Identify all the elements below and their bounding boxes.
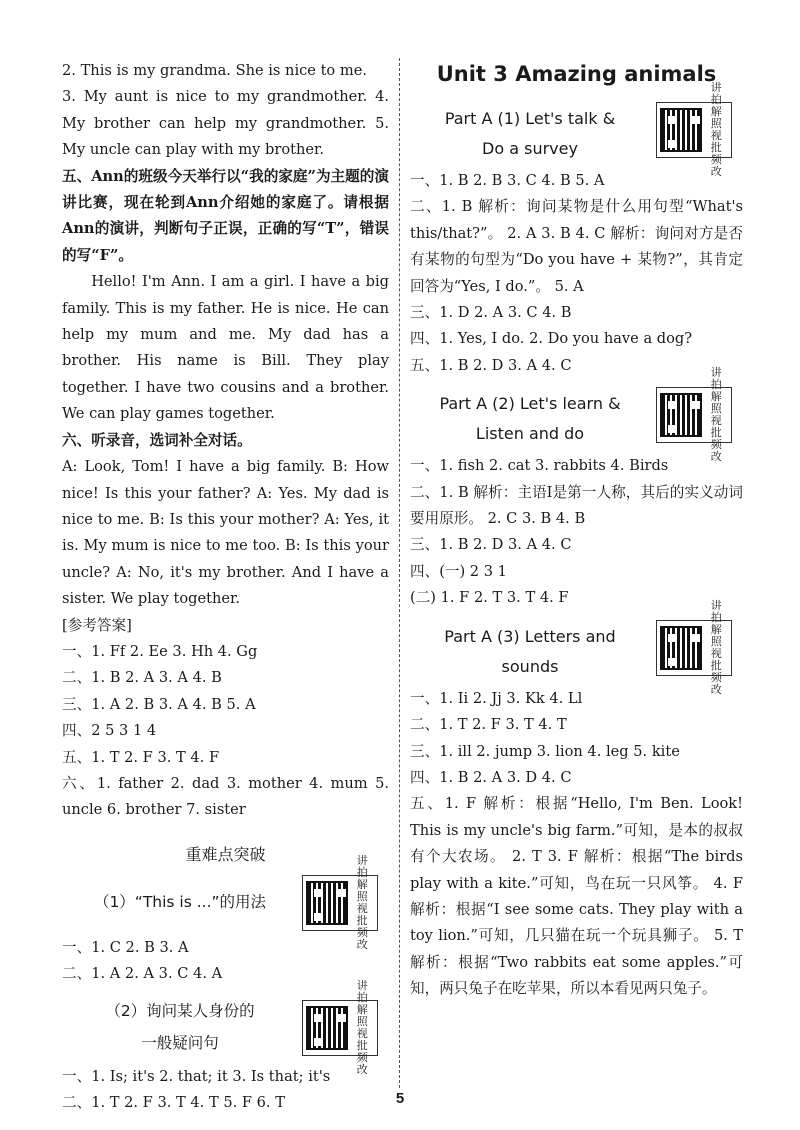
answer-line: 一、1. fish 2. cat 3. rabbits 4. Birds	[410, 457, 669, 475]
qr-pattern-icon	[660, 393, 702, 437]
answer-line: (二) 1. F 2. T 3. T 4. F	[410, 589, 569, 607]
qr-pattern-icon	[660, 626, 702, 670]
subsection-1-title: （1）“This is ...”的用法	[93, 892, 267, 911]
qr-code-icon	[656, 598, 732, 696]
unit-title: Unit 3 Amazing animals	[436, 62, 717, 86]
answer-line: 三、1. A 2. B 3. A 4. B 5. A	[62, 695, 256, 713]
answer-line: 五、1. T 2. F 3. T 4. F	[62, 748, 220, 766]
qr-label: 讲拍解照视批频改	[356, 978, 369, 1076]
qr-label: 讲拍解照视批频改	[356, 853, 369, 951]
answer-line: 一、1. Is; it's 2. that; it 3. Is that; it's	[62, 1067, 331, 1085]
part-a3-title-line1: Part A (3) Letters and	[444, 626, 616, 646]
answer-line: 二、1. A 2. A 3. C 4. A	[62, 965, 223, 983]
answer-line: 二、1. T 2. F 3. T 4. T	[410, 716, 567, 734]
answer-line: 一、1. Ii 2. Jj 3. Kk 4. Ll	[410, 689, 583, 707]
answer-line: 三、1. D 2. A 3. C 4. B	[410, 304, 572, 322]
answer-line: 四、(一) 2 3 1	[410, 562, 507, 580]
qr-code-icon	[656, 366, 732, 464]
answer-line: 四、2 5 3 1 4	[62, 722, 157, 740]
part-a2-title-line2: Listen and do	[475, 424, 585, 444]
part-a1-header	[410, 81, 743, 178]
part-a2-header	[410, 366, 743, 464]
qr-label: 讲拍解照视批频改	[710, 598, 723, 696]
right-column	[410, 58, 743, 1003]
part-a3-title-line2: sounds	[501, 656, 559, 676]
answer-line: 三、1. B 2. D 3. A 4. C	[410, 536, 572, 554]
qr-label: 讲拍解照视批频改	[710, 81, 723, 178]
page-number: 5	[395, 1090, 405, 1107]
section6-heading: 六、听录音，选词补全对话。	[62, 431, 252, 449]
qr-code-icon	[302, 853, 378, 951]
part-a1-title-line1: Part A (1) Let's talk &	[444, 109, 616, 128]
qr-pattern-icon	[306, 1006, 348, 1050]
qr-label: 讲拍解照视批频改	[710, 366, 723, 464]
section5-passage: Hello! I'm Ann. I am a girl. I have a big family. This is my father. He is nice. He can help my mum and me. My dad has a brother. His name is Bill. They play together. I have two cousins and a brother. We can play games together.	[62, 273, 389, 423]
answer-line: 二、1. B 解析：询问某物是什么用句型“What's this/that?”。 2. A 3. B 4. C 解析：询问对方是否有某物的句型为“Do you have + 某物?”，其肯定回答为“Yes, I do.”。 5. A	[410, 198, 743, 295]
answer-line: 三、1. ill 2. jump 3. lion 4. leg 5. kite	[410, 742, 680, 760]
answers-heading: [参考答案]	[62, 616, 132, 634]
qr-code-icon	[302, 978, 378, 1076]
answer-line: 二、1. B 2. A 3. A 4. B	[62, 669, 222, 687]
answer-line: 六、1. father 2. dad 3. mother 4. mum 5. uncle 6. brother 7. sister	[62, 774, 389, 819]
left-column	[62, 58, 389, 1116]
answer-line: 二、1. B 解析：主语I是第一人称，其后的实义动词要用原形。 2. C 3. B 4. B	[410, 483, 743, 528]
answer-line: 四、1. B 2. A 3. D 4. C	[410, 768, 572, 786]
answer-line: 五、1. B 2. D 3. A 4. C	[410, 356, 572, 374]
answer-line: 四、1. Yes, I do. 2. Do you have a dog?	[410, 330, 693, 348]
answer-line: 五、1. F 解析：根据“Hello, I'm Ben. Look! This is my uncle's big farm.”可知，是本的叔叔有个大农场。 2. T 3. F 解析：根据“The birds play with a kite.”可知，鸟在玩一只风筝。 4. F 解析：根据“I see some cats. They play with a toy lion.”可知，几只猫在玩一个玩具狮子。 5. T 解析：根据“Two rabbits eat some apples.”可知，两只兔子在吃苹果，所以本看见两只兔子。	[410, 795, 743, 998]
part-a1-title-line2: Do a survey	[482, 139, 578, 158]
subsection-2-title-line2: 一般疑问句	[141, 1033, 219, 1052]
key-points-title: 重难点突破	[185, 844, 266, 864]
text-line: 2. This is my grandma. She is nice to me.	[62, 62, 367, 79]
subsection-2-title-line1: （2）询问某人身份的	[105, 1001, 255, 1020]
answer-line: 一、1. B 2. B 3. C 4. B 5. A	[410, 172, 605, 189]
qr-pattern-icon	[306, 881, 348, 925]
answer-line: 二、1. T 2. F 3. T 4. T 5. F 6. T	[62, 1094, 285, 1111]
answer-line: 一、1. C 2. B 3. A	[62, 938, 189, 956]
qr-code-icon	[656, 81, 732, 178]
column-divider	[399, 58, 400, 1088]
section5-heading: 五、Ann的班级今天举行以“我的家庭”为主题的演讲比赛，现在轮到Ann介绍她的家庭了。请根据Ann的演讲，判断句子正误，正确的写“T”，错误的写“F”。	[62, 167, 389, 264]
text-line: 3. My aunt is nice to my grandmother. 4. My brother can help my grandmother. 5. My uncle can play with my brother.	[62, 88, 389, 159]
answer-line: 一、1. Ff 2. Ee 3. Hh 4. Gg	[62, 642, 258, 660]
section6-dialog: A: Look, Tom! I have a big family. B: How nice! Is this your father? A: Yes. My dad is nice to me. B: Is this your mother? A: Yes, it is. My mum is nice to me too. B: Is this your uncle? A: No, it's my brother. And I have a sister. We play together.	[62, 458, 389, 608]
qr-pattern-icon	[660, 108, 702, 152]
part-a2-title-line1: Part A (2) Let's learn &	[439, 394, 621, 414]
